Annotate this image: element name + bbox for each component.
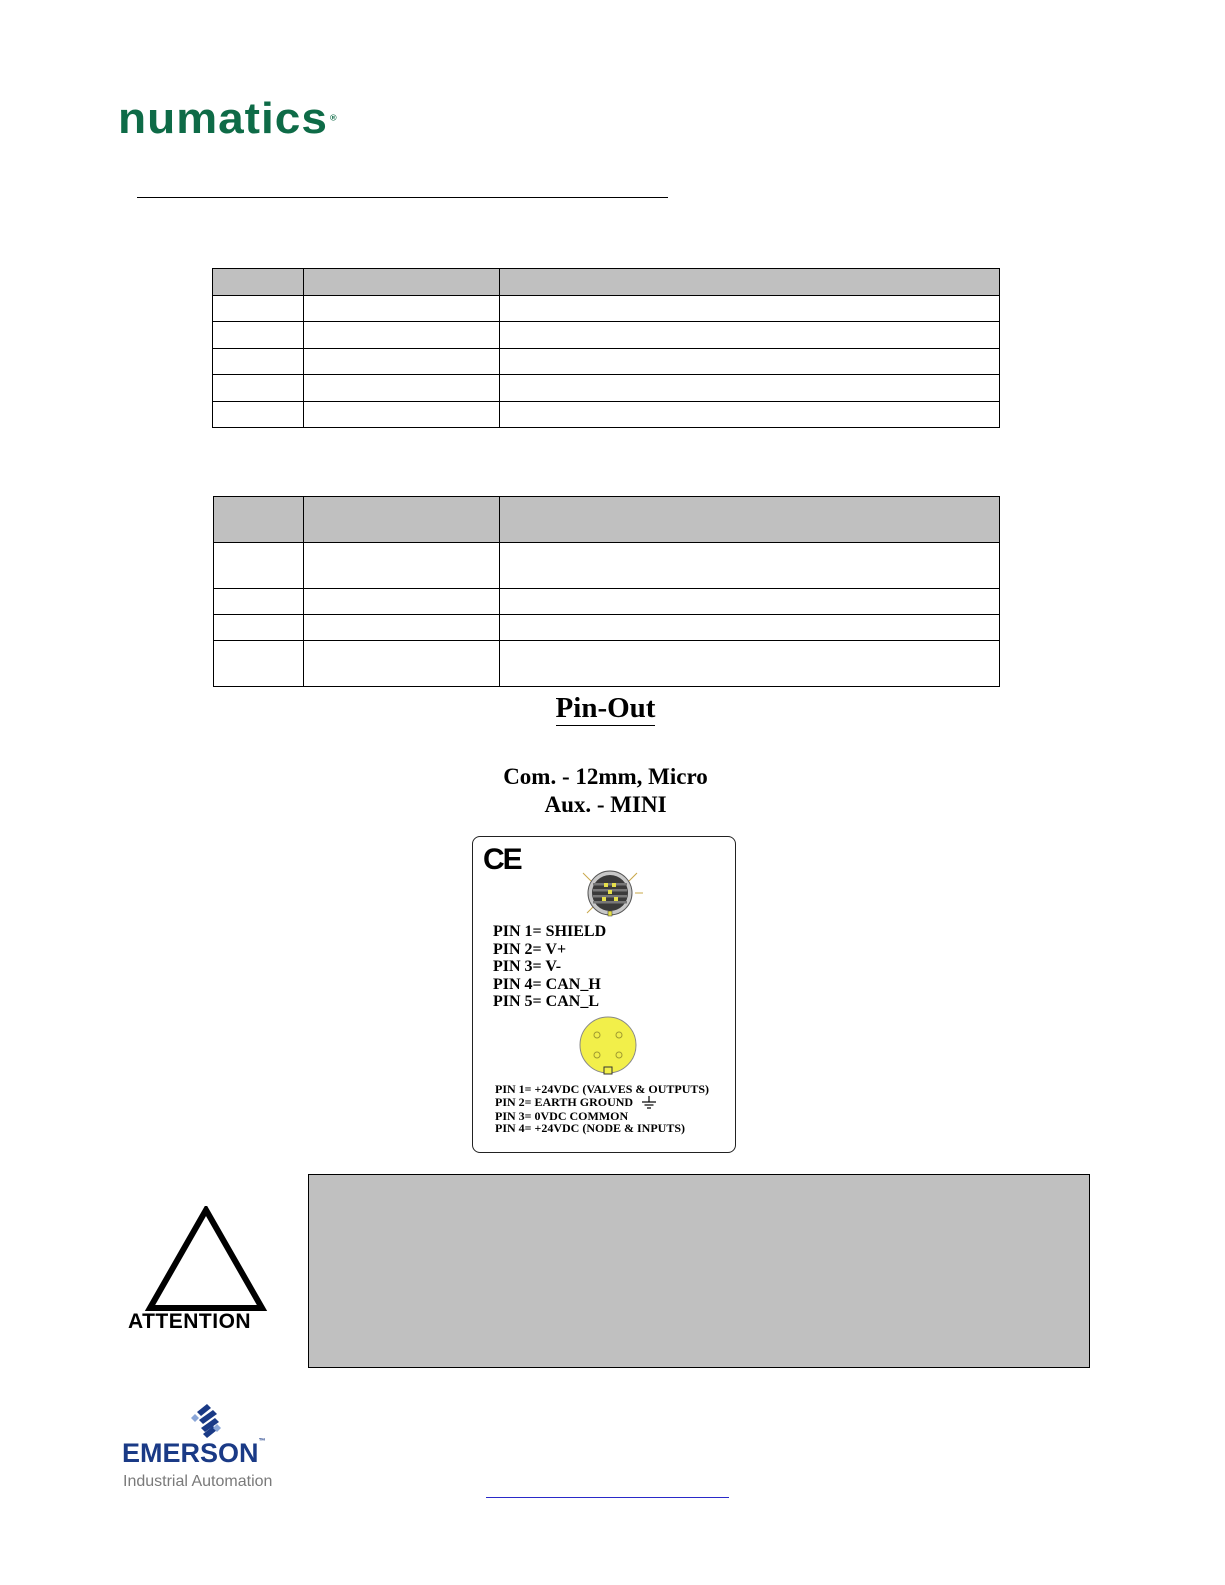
table-row <box>213 296 1000 322</box>
table-cell <box>214 641 304 687</box>
table-cell <box>304 296 500 322</box>
table-header-cell <box>304 497 500 543</box>
table-header-cell <box>304 269 500 296</box>
attention-notice-box <box>308 1174 1090 1368</box>
emerson-division: Industrial Automation <box>123 1473 273 1490</box>
table-header-cell <box>500 497 1000 543</box>
mini-connector-icon <box>577 1015 639 1077</box>
table-cell <box>304 322 500 349</box>
table-cell <box>214 589 304 615</box>
table-cell <box>500 349 1000 375</box>
table-cell <box>304 375 500 402</box>
trademark-mark: ™ <box>258 1438 266 1445</box>
micro-pin-item: PIN 3= V- <box>493 958 562 975</box>
mini-pin-item: PIN 1= +24VDC (VALVES & OUTPUTS) <box>495 1082 710 1096</box>
table-cell <box>500 402 1000 428</box>
connector-label-card <box>472 836 736 1153</box>
emerson-logo-text <box>122 1438 266 1469</box>
micro-pin-item: PIN 5= CAN_L <box>493 993 600 1010</box>
table-cell <box>304 543 500 589</box>
table-cell <box>500 615 1000 641</box>
attention-label: ATTENTION <box>128 1310 252 1333</box>
numatics-logo <box>118 93 338 143</box>
table-cell <box>213 349 304 375</box>
table-row <box>213 349 1000 375</box>
table-cell <box>214 543 304 589</box>
footer-link[interactable] <box>486 1497 729 1498</box>
table-cell <box>304 402 500 428</box>
table-cell <box>500 296 1000 322</box>
table-header-cell <box>500 269 1000 296</box>
table-row <box>214 615 1000 641</box>
pinout-subtitle-aux: Aux. - MINI <box>544 792 667 817</box>
micro-connector-icon <box>577 867 647 923</box>
emerson-logo-icon <box>187 1404 225 1440</box>
table-cell <box>500 543 1000 589</box>
registered-mark: ® <box>329 113 338 123</box>
table-header-cell <box>214 497 304 543</box>
mini-pin-list <box>495 1083 709 1135</box>
table-cell <box>213 322 304 349</box>
table-cell <box>213 402 304 428</box>
pinout-title-text: Pin-Out <box>555 692 656 724</box>
micro-pin-item: PIN 4= CAN_H <box>493 975 601 993</box>
warning-triangle-icon <box>144 1206 268 1312</box>
pinout-subtitle-com: Com. - 12mm, Micro <box>503 764 708 789</box>
table-cell <box>500 641 1000 687</box>
table-cell <box>500 589 1000 615</box>
table-cell <box>304 349 500 375</box>
table-cell <box>214 615 304 641</box>
table-cell <box>500 322 1000 349</box>
table-cell <box>304 589 500 615</box>
table-cell <box>500 375 1000 402</box>
pinout-title <box>0 692 1211 725</box>
table-cell <box>304 641 500 687</box>
numatics-logo-text: numatics <box>118 93 328 143</box>
emerson-company-name: EMERSON <box>122 1438 259 1468</box>
micro-pin-list <box>493 923 606 1011</box>
table-header-row <box>214 497 1000 543</box>
specification-table-2 <box>213 496 1000 687</box>
mini-pin-item <box>495 1096 709 1110</box>
micro-pin-item: PIN 1= SHIELD <box>493 923 607 940</box>
specification-table-1 <box>212 268 1000 428</box>
mini-pin-item: PIN 3= 0VDC COMMON <box>495 1108 629 1123</box>
micro-pin-item: PIN 2= V+ <box>493 940 567 958</box>
table-cell <box>213 296 304 322</box>
table-row <box>214 641 1000 687</box>
table-cell <box>213 375 304 402</box>
table-row <box>214 543 1000 589</box>
heading-underline <box>137 197 668 198</box>
table-cell <box>304 615 500 641</box>
ground-symbol-icon <box>640 1096 658 1110</box>
mini-pin-item-text: PIN 2= EARTH GROUND <box>495 1094 634 1109</box>
table-header-row <box>213 269 1000 296</box>
table-row <box>214 589 1000 615</box>
table-header-cell <box>213 269 304 296</box>
mini-pin-item: PIN 4= +24VDC (NODE & INPUTS) <box>495 1121 686 1135</box>
table-row <box>213 402 1000 428</box>
ce-mark: CE <box>483 843 521 876</box>
table-row <box>213 322 1000 349</box>
table-row <box>213 375 1000 402</box>
